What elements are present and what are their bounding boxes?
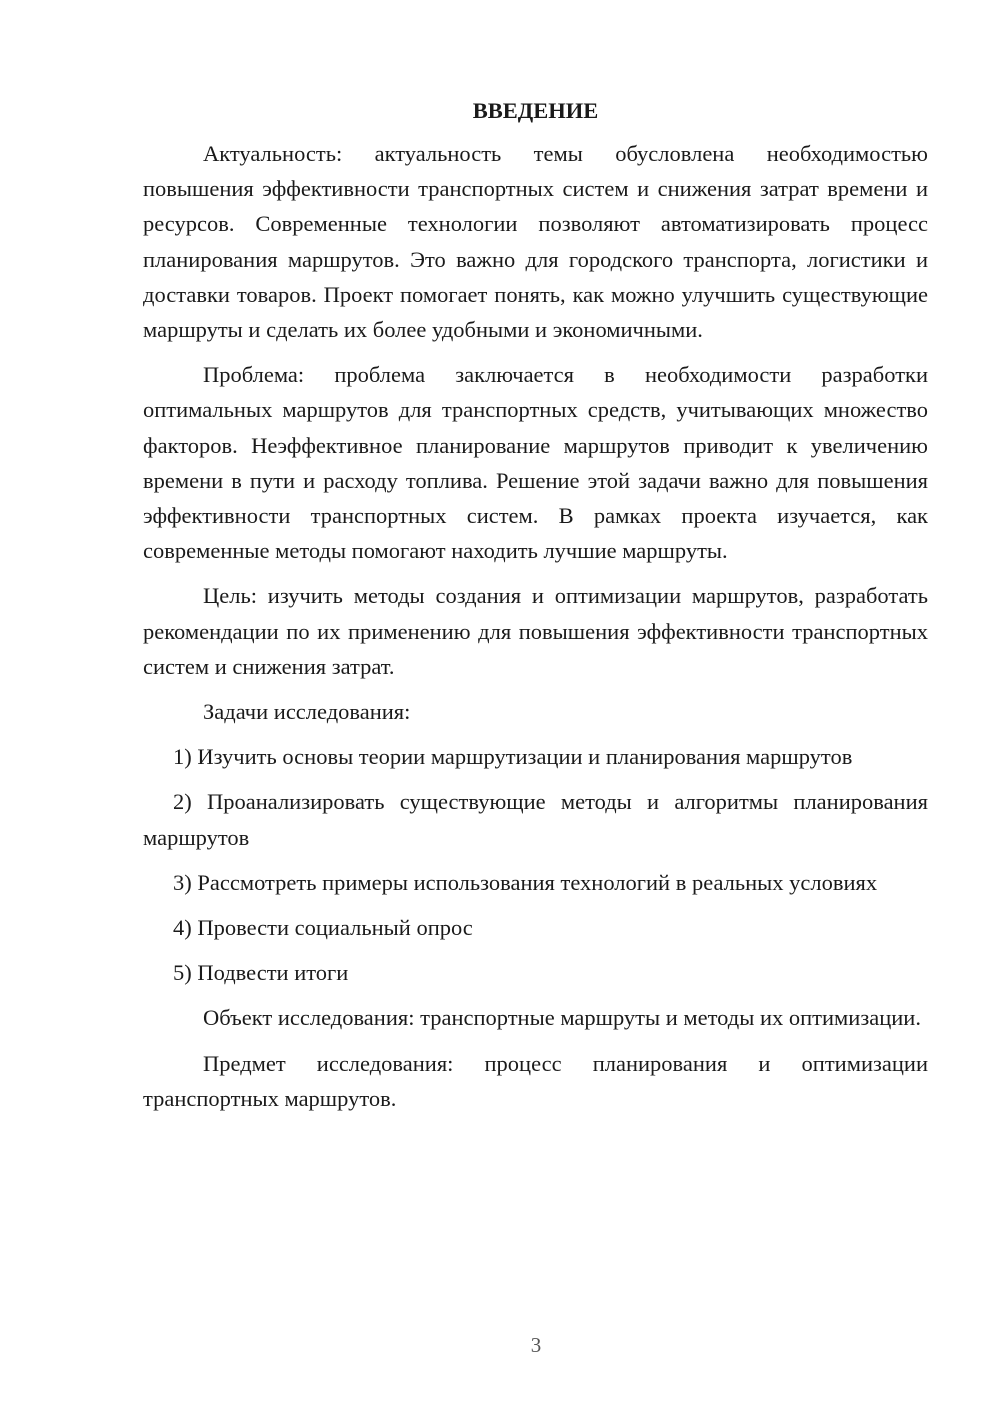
- task-item: 3) Рассмотреть примеры использования технологий в реальных условиях: [173, 869, 878, 895]
- subject-paragraph: Предмет исследования: процесс планирования и оптимизации транспортных маршрутов.: [143, 1050, 928, 1111]
- problem-paragraph: Проблема: проблема заключается в необходимости разработки оптимальных маршрутов для транспортных средств, учитывающих множество факторов. Неэффективное планирование маршрутов приводит к увеличению времени в пути и расходу топлива. Решение этой задачи важно для повышения эффективности транспортных систем. В рамках проекта изучается, как современные методы помогают находить лучшие маршруты.: [143, 362, 928, 564]
- document-title: ВВЕДЕНИЕ: [472, 98, 599, 123]
- task-item: 2) Проанализировать существующие методы и алгоритмы планирования маршрутов: [143, 789, 928, 850]
- task-item: 1) Изучить основы теории маршрутизации и планирования маршрутов: [173, 744, 853, 770]
- object-paragraph: Объект исследования: транспортные маршруты и методы их оптимизации.: [203, 1005, 921, 1031]
- task-item: 5) Подвести итоги: [173, 960, 349, 986]
- relevance-paragraph: Актуальность: актуальность темы обусловлена необходимостью повышения эффективности транспортных систем и снижения затрат времени и ресурсов. Современные технологии позволяют автоматизировать процесс планирования маршрутов. Это важно для городского транспорта, логистики и доставки товаров. Проект помогает понять, как можно улучшить существующие маршруты и сделать их более удобными и экономичными.: [143, 141, 928, 343]
- goal-paragraph: Цель: изучить методы создания и оптимизации маршрутов, разработать рекомендации по их применению для повышения эффективности транспортных систем и снижения затрат.: [143, 583, 928, 679]
- task-item: 4) Провести социальный опрос: [173, 915, 473, 941]
- page-number: 3: [530, 1333, 542, 1357]
- document-body: [143, 96, 928, 1126]
- tasks-heading: Задачи исследования:: [203, 699, 411, 725]
